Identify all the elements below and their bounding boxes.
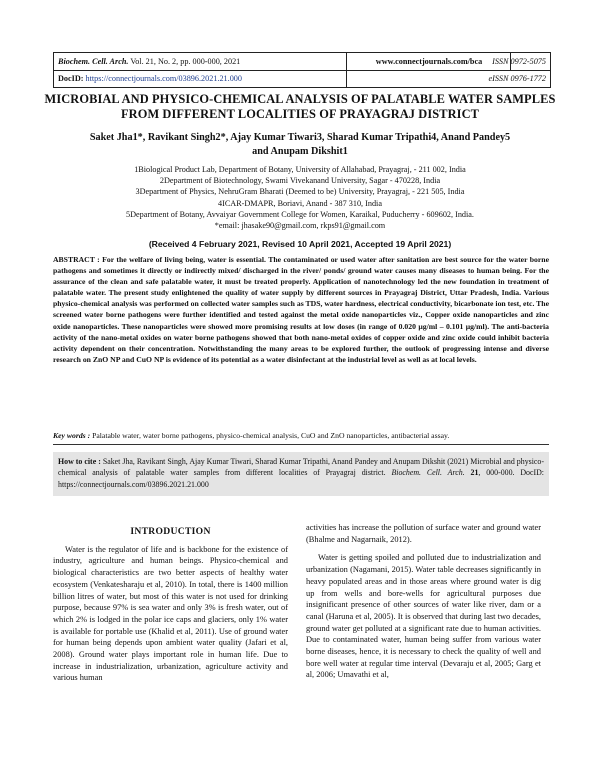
intro-paragraph: Water is getting spoiled and polluted due to industrialization and urbanization (Nagamani, 2015). Water table decreases significantly in heavy populated areas and in those areas where ground water is dig up from wells and bore-wells for agricultural purposes due insignificant presence of other sources of water like river, dam or a canal (Haruna et al, 2005). It is observed that during last two decades, ground water get polluted at a significant rate due to human activities. Due to contaminated water, human being suffer from various water borne diseases, hence, it is necessary to check the quality of well and bore well water at regular time interval (Devaraju et al, 2005; Garg et al, 2006; Umavathi et al, (306, 553, 541, 680)
doi-line (58, 70, 242, 87)
affiliation-1: 1Biological Product Lab, Department of Botany, University of Allahabad, Prayagraj, - 211 002, India (134, 165, 466, 174)
cite-volume: 21 (470, 468, 479, 478)
cite-authors: Saket Jha, Ravikant Singh, Ajay Kumar Tiwari, Sharad Kumar Tripathi, Anand Pandey and Anupam Dikshit (2021) (102, 457, 469, 466)
cite-title: Microbial and physico-chemical analysis of palatable water samples from different localities of Prayagraj district. (58, 457, 544, 478)
eissn: eISSN 0976-1772 (488, 74, 546, 83)
journal-abbrev: Biochem. Cell. Arch. (58, 57, 129, 66)
keywords (53, 430, 549, 445)
affiliation-3: 3Department of Physics, NehruGram Bharati (Deemed to be) University, Prayagraj, - 221 505, India (135, 187, 465, 197)
doi-label: DocID: (58, 74, 84, 83)
abstract-label: ABSTRACT : (53, 255, 100, 264)
author-list (60, 131, 540, 159)
corresponding-email: *email: jhasake90@gmail.com, rkps91@gmail.com (214, 221, 386, 231)
volume-info: Vol. 21, No. 2, pp. 000-000, 2021 (130, 57, 241, 66)
intro-paragraph: Water is the regulator of life and is backbone for the existence of industry, agriculture and human beings. Physico-chemical and biological characteristics are two better aspects of healthy water ecosystem (Venkatesharaju et al, 2010). In total, there is 1400 million billion litres of water, but most of this water is not used for drinking purpose, because 97% is sea water and only 3% is fresh water, out of which 2% is lodged in the polar ice caps and glaciers, only 1% water is available for portable use (Khalid et al, 2011). Use of ground water for human being depends upon ambient water quality (Jafari et al, 2008). Ground water plays important role in human life. Due to increase in industrialization, urbanization, agriculture activity and various human (53, 544, 288, 683)
received-dates: (Received 4 February 2021, Revised 10 April 2021, Accepted 19 April 2021) (148, 239, 452, 249)
abstract-text: For the welfare of living being, water is essential. The contaminated or used water after sanitation are best source for the water borne pathogens and sometimes it directly or indirectly mixed/ discharged in the river/ ponds/ ground water causes many diseases to human being. For the assurance of the clean and safe palatable water, it must be treated properly. Application of nanotechnology led the new foundation in treatment of palatable water. The present study enlightened the quality of water supply by different sources in Prayagraj District, Uttar Pradesh, India. Various physico-chemical analysis was performed on collected water samples such as TDS, water hardness, electrical conductivity, bicarbonate ion test, etc. The screened water borne pathogens were further identified and tested against the metal oxide nanoparticles viz., Copper oxide nanoparticles and zinc oxide nanoparticles. These nanoparticles were showed more promising results at low doses (in range of 0.020 μg/ml – 0.101 μg/ml). The anti-bacteria activity of the nano-metal oxides on water borne pathogens showed that both nano-metal oxides of copper oxide and zinc oxide could inhibit bacteria activity dependent on their concentration. Notwithstanding the many areas to be explored further, the outlook of progressing intense and diverse research on ZnO NP and CuO NP is evidence of its potential as a water disinfectant at the industrial level as well as at local levels. (53, 255, 549, 364)
journal-citation (58, 53, 240, 70)
abstract (53, 254, 549, 365)
how-to-cite-box (53, 452, 549, 496)
journal-header (53, 52, 551, 88)
issn: ISSN 0972-5075 (492, 57, 546, 66)
journal-website[interactable]: www.connectjournals.com/bca (375, 57, 483, 66)
keywords-label: Key words : (53, 431, 91, 440)
doi-link[interactable]: https://connectjournals.com/03896.2021.21.000 (85, 74, 242, 83)
paper-title: MICROBIAL AND PHYSICO-CHEMICAL ANALYSIS OF PALATABLE WATER SAMPLES FROM DIFFERENT LOCALITIES OF PRAYAGRAJ DISTRICT (44, 92, 556, 121)
introduction-heading: INTRODUCTION (130, 526, 211, 537)
affiliation-4: 4ICAR-DMAPR, Boriavi, Anand - 387 310, India (218, 198, 382, 208)
how-to-cite-label: How to cite : (58, 457, 101, 466)
affiliation-5: 5Department of Botany, Avvaiyar Government College for Women, Karaikal, Puducherry - 609602, India. (126, 209, 474, 219)
keywords-text: Palatable water, water borne pathogens, physico-chemical analysis, CuO and ZnO nanoparticles, antibacterial assay. (92, 431, 450, 440)
left-column (53, 522, 288, 684)
intro-paragraph: activities has increase the pollution of surface water and ground water (Bhalme and Nagarnaik, 2012). (306, 523, 541, 544)
cite-rest: , 000-000. DocID: https://connectjournals.com/03896.2021.21.000 (58, 468, 544, 489)
affiliation-2: 2Department of Biotechnology, Swami Vivekanand University, Sagar - 470228, India (159, 176, 441, 186)
authors-line-1: Saket Jha1*, Ravikant Singh2*, Ajay Kumar Tiwari3, Sharad Kumar Tripathi4, Anand Pandey5 (89, 132, 511, 143)
cite-journal: Biochem. Cell. Arch. (391, 468, 465, 478)
affiliations (60, 164, 540, 231)
right-column (306, 522, 541, 681)
authors-line-2: and Anupam Dikshit1 (252, 146, 348, 157)
